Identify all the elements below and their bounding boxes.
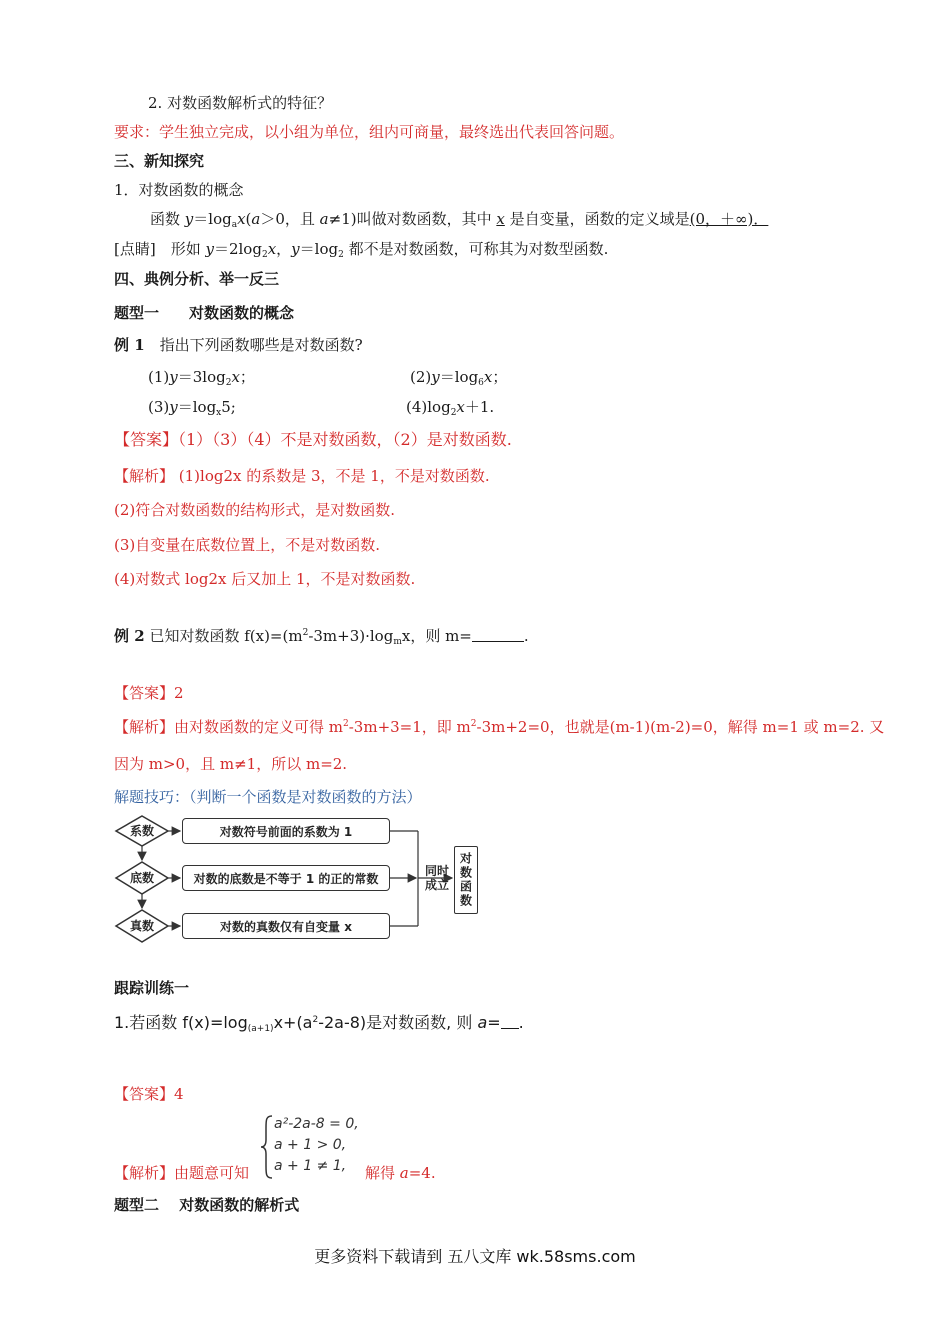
brace-line-3: a + 1 ≠ 1, — [274, 1158, 347, 1174]
example-1-item-2: $(2)y=\log_6x$； — [410, 368, 508, 388]
tracking-training-heading: 跟踪训练一 — [114, 979, 190, 997]
analysis-3-prefix: 【解析】由题意可知 — [114, 1164, 250, 1182]
section-heading-new-knowledge: 三、新知探究 — [114, 152, 205, 170]
tip-text: [点睛] 形如 $y=2\log_2x$，$y=\log_2$ 都不是对数函数，可称其为对数型函数. — [114, 240, 609, 260]
flow-chart — [112, 812, 492, 948]
flow-box-result: 对数函数 — [454, 846, 478, 914]
brace-line-1: a²-2a-8 = 0, — [274, 1116, 359, 1132]
example-2: 例 2 已知对数函数 $f(x)=(m^2-3m+3)\cdot\log_mx$，则 m= . — [114, 627, 529, 647]
technique-heading: 解题技巧：（判断一个函数是对数函数的方法） — [114, 788, 422, 806]
flow-label-simultaneous: 同时成立 — [424, 864, 449, 892]
equation-system — [260, 1114, 380, 1180]
flow-box-base: 对数的底数是不等于 1 的正的常数 — [182, 865, 390, 891]
example-1-item-1: $(1)y=3\log_2x$； — [148, 368, 255, 388]
type-1-heading: 题型一 对数函数的概念 — [114, 304, 295, 322]
question-2: 2. 对数函数解析式的特征？ — [148, 94, 333, 112]
example-1-item-3: $(3)y=\log_x5$; — [148, 398, 236, 418]
brace-line-2: a + 1 > 0, — [274, 1137, 347, 1153]
diamond-label-base: 底数 — [129, 871, 154, 885]
concept-definition: 函数 $y=\log_ax(a>0$，且 a≠1)叫做对数函数，其中 x 是自变量，函数的定义域是(0，＋∞)． — [150, 210, 769, 230]
requirement-text: 要求：学生独立完成，以小组为单位，组内可商量，最终选出代表回答问题。 — [114, 123, 625, 141]
analysis-2-line-2: 因为 m>0，且 m≠1，所以 m=2. — [114, 755, 348, 773]
section-heading-examples: 四、典例分析、举一反三 — [114, 270, 280, 288]
analysis-3-suffix: 解得 a=4. — [365, 1164, 436, 1182]
analysis-1-line-4: (4)对数式 log2x 后又加上 1，不是对数函数. — [114, 570, 416, 588]
type-2-heading: 题型二 对数函数的解析式 — [114, 1196, 300, 1214]
answer-blank — [472, 627, 524, 642]
brace-icon — [260, 1114, 274, 1180]
analysis-1-line-1: 【解析】 (1)log2x 的系数是 3，不是 1，不是对数函数. — [114, 467, 490, 485]
flow-box-coefficient: 对数符号前面的系数为 1 — [182, 818, 390, 844]
analysis-1-line-2: (2)符合对数函数的结构形式，是对数函数. — [114, 501, 396, 519]
answer-3: 【答案】4 — [114, 1085, 184, 1103]
domain-answer: (0，＋∞)． — [689, 210, 769, 228]
answer-2: 【答案】2 — [114, 684, 184, 702]
practice-1: 1.若函数 $f(x)=\log_{(a+1)}x+(a^2-2a-8)$是对数函数, 则 a= . — [114, 1013, 524, 1034]
example-1: 例 1 指出下列函数哪些是对数函数? — [114, 336, 363, 354]
diamond-label-coefficient: 系数 — [129, 824, 154, 838]
concept-heading: 1．对数函数的概念 — [114, 181, 244, 199]
flow-box-argument: 对数的真数仅有自变量 x — [182, 913, 390, 939]
footer-text: 更多资料下载请到 五八文库 wk.58sms.com — [314, 1247, 636, 1266]
example-1-item-4: $(4)\log_2x+1$. — [406, 398, 495, 418]
answer-1: 【答案】（1）（3）（4）不是对数函数，（2）是对数函数. — [114, 430, 512, 449]
analysis-1-line-3: (3)自变量在底数位置上，不是对数函数. — [114, 536, 381, 554]
analysis-2-line-1: 【解析】由对数函数的定义可得 $m^2-3m+3=1$，即 $m^2-3m+2=0$，也就是(m-1)(m-2)=0，解得 m=1 或 m=2. 又 — [114, 718, 885, 736]
diamond-label-argument: 真数 — [129, 919, 154, 933]
practice-blank — [501, 1014, 519, 1029]
